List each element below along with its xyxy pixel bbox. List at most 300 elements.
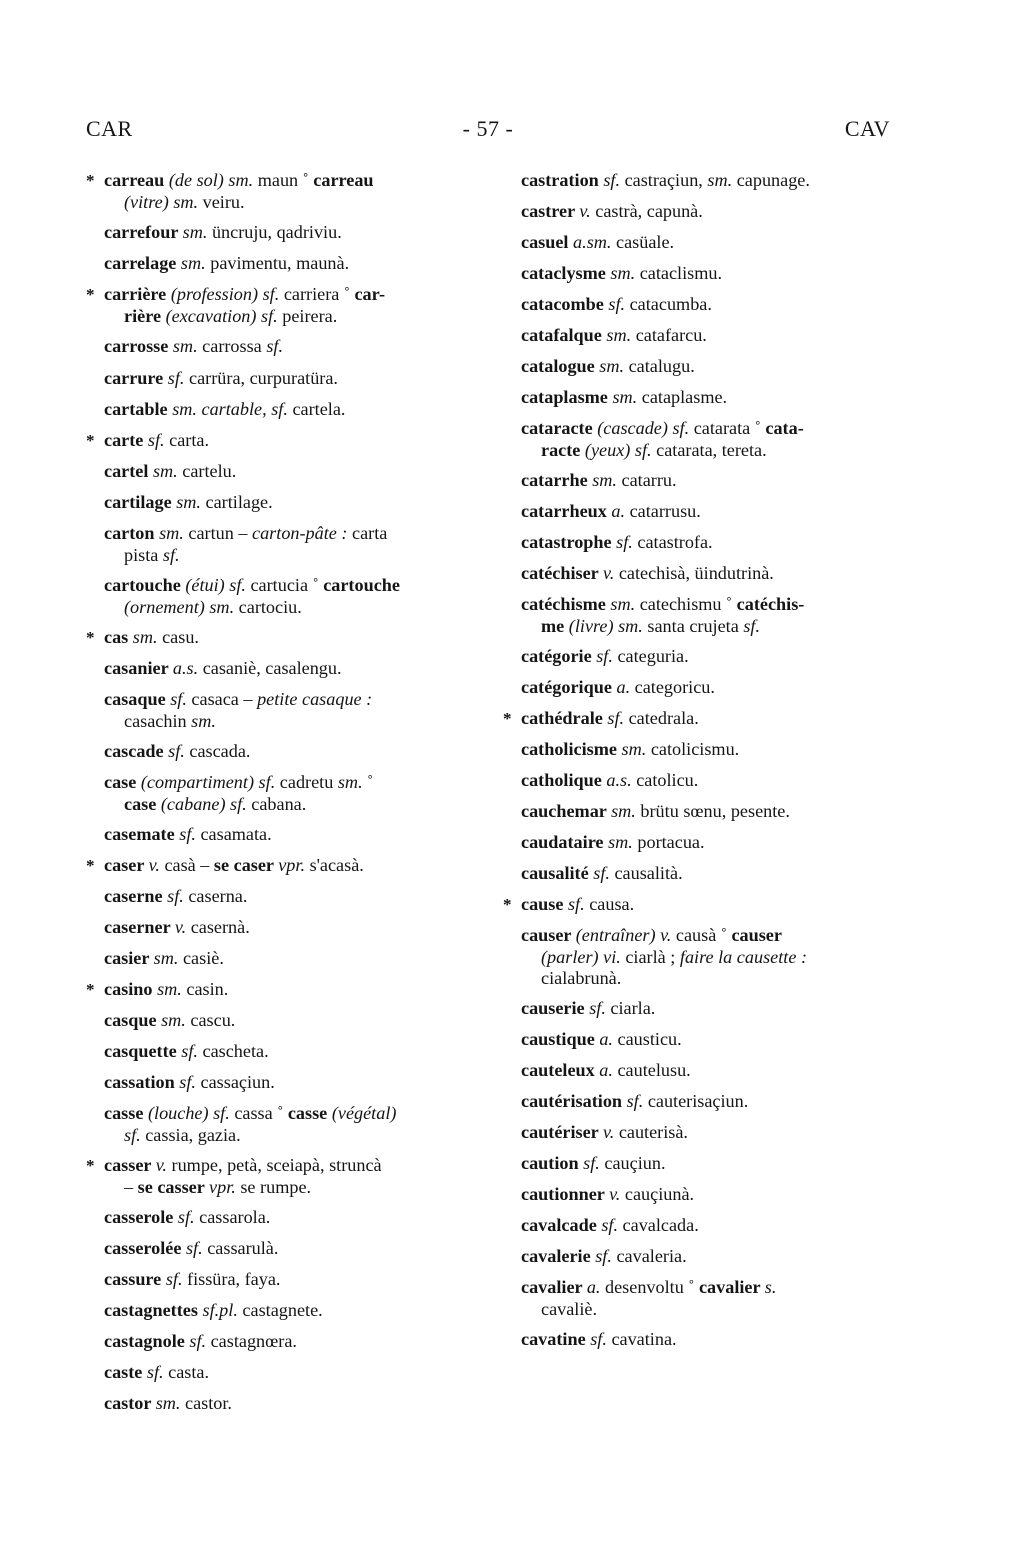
asterisk-marker: *	[86, 980, 95, 999]
dictionary-entry	[86, 1041, 269, 1063]
dictionary-entry	[86, 627, 199, 649]
translation-text: causticu.	[617, 1029, 682, 1049]
entry-first-line	[521, 894, 634, 916]
grammar-label: vpr.	[278, 855, 310, 875]
grammar-label: (entraîner) v.	[575, 925, 676, 945]
headword: causerie	[521, 998, 590, 1018]
grammar-label: v.	[602, 563, 619, 583]
entry-first-line	[104, 1393, 232, 1415]
translation-text: causa.	[589, 894, 635, 914]
headword: casquette	[104, 1041, 182, 1061]
grammar-label: sf.	[616, 532, 638, 552]
dictionary-entry	[86, 1155, 382, 1198]
translation-text: casamata.	[200, 824, 272, 844]
translation-text: veiru.	[202, 191, 245, 212]
entry-first-line	[521, 832, 705, 854]
entry-first-line	[104, 1269, 280, 1291]
headword: carreau	[104, 170, 169, 190]
headword: cataracte	[521, 418, 598, 438]
dictionary-entry	[86, 284, 385, 327]
translation-text: casernà.	[190, 917, 250, 937]
headword: causer	[731, 925, 782, 945]
headword: caserne	[104, 886, 168, 906]
grammar-label: sm.	[707, 170, 737, 190]
grammar-label: (de sol) sm.	[168, 170, 258, 190]
translation-text: cauçiunà.	[624, 1184, 695, 1204]
grammar-label: sm.	[161, 1010, 191, 1030]
entry-first-line	[521, 1246, 687, 1268]
dictionary-entry	[86, 575, 400, 618]
grammar-label: sf.	[596, 646, 618, 666]
dictionary-entry	[86, 253, 349, 275]
dictionary-entry	[503, 294, 712, 316]
entry-first-line	[521, 1091, 748, 1113]
headword: caste	[104, 1362, 147, 1382]
grammar-label: sf.	[146, 1362, 169, 1382]
grammar-label: sm.	[599, 356, 629, 376]
entry-continuation-line	[521, 440, 804, 462]
translation-text: categoricu.	[634, 677, 715, 697]
dictionary-entry	[86, 886, 247, 908]
translation-text: pavimentu, maunà.	[210, 253, 350, 273]
dictionary-entry	[86, 170, 374, 213]
entry-first-line	[104, 886, 247, 908]
headword: catastrophe	[521, 532, 617, 552]
dictionary-entry	[503, 356, 695, 378]
entry-first-line	[104, 824, 272, 846]
translation-text: carrossa	[202, 336, 267, 356]
dictionary-entry	[503, 894, 634, 916]
grammar-label: v.	[609, 1184, 625, 1204]
dictionary-entry	[86, 689, 372, 732]
grammar-label: a.	[599, 1060, 618, 1080]
headword: cautionner	[521, 1184, 610, 1204]
dictionary-entry	[503, 563, 774, 585]
headword: cavalier	[698, 1277, 765, 1297]
dictionary-entry	[503, 201, 703, 223]
grammar-label: sf.	[601, 1215, 623, 1235]
page-header	[86, 116, 890, 146]
translation-text: cavatina.	[611, 1329, 677, 1349]
translation-text: causà ˚	[675, 925, 732, 945]
grammar-label: sm.	[608, 832, 638, 852]
translation-text: catarru.	[621, 470, 677, 490]
dictionary-entry	[86, 1393, 232, 1415]
translation-text: casu.	[162, 627, 199, 647]
grammar-label: sf.	[170, 689, 192, 709]
headword: cautériser	[521, 1122, 603, 1142]
translation-text: se rumpe.	[240, 1176, 312, 1197]
headword: carrosse	[104, 336, 173, 356]
grammar-label: sf.	[162, 544, 180, 565]
headword: catalogue	[521, 356, 600, 376]
translation-text: cascu.	[190, 1010, 236, 1030]
headword: catafalque	[521, 325, 607, 345]
headword: cauteleux	[521, 1060, 600, 1080]
entry-first-line	[521, 708, 699, 730]
headword: se caser	[213, 855, 279, 875]
entry-continuation-line	[104, 1177, 382, 1199]
headword: cassation	[104, 1072, 180, 1092]
headword: cavatine	[521, 1329, 591, 1349]
translation-text: casaca –	[191, 689, 258, 709]
grammar-label: sf.	[743, 615, 761, 636]
dictionary-entry	[503, 1060, 691, 1082]
headword: castrer	[521, 201, 580, 221]
entry-first-line	[104, 658, 342, 680]
grammar-label: sf.	[593, 863, 615, 883]
translation-text: carriera ˚	[283, 284, 355, 304]
headword: cautérisation	[521, 1091, 627, 1111]
grammar-label: sf.	[147, 430, 170, 450]
grammar-label: sf.	[567, 894, 590, 914]
translation-text: cassa ˚	[234, 1103, 288, 1123]
headword: catéchis-	[736, 594, 805, 614]
headword: carreau	[313, 170, 374, 190]
entry-first-line	[104, 1238, 278, 1260]
headword: cata-	[765, 418, 804, 438]
grammar-label: sf.	[179, 824, 201, 844]
dictionary-entry	[503, 532, 713, 554]
headword: castor	[104, 1393, 156, 1413]
entry-first-line	[104, 772, 373, 794]
grammar-label: sm.	[176, 492, 206, 512]
asterisk-marker: *	[86, 171, 95, 190]
translation-text: santa crujeta	[647, 615, 744, 636]
dictionary-entry	[86, 368, 338, 390]
headword: catholicisme	[521, 739, 622, 759]
translation-text: castraçiun,	[624, 170, 708, 190]
translation-text: rumpe, petà, sceiapà, struncà	[171, 1155, 382, 1175]
translation-text: cartilage.	[205, 492, 273, 512]
translation-text: ciarla.	[610, 998, 656, 1018]
dictionary-entry	[86, 222, 342, 244]
translation-text: cavaleria.	[616, 1246, 687, 1266]
entry-first-line	[521, 646, 689, 668]
translation-text: causalità.	[614, 863, 683, 883]
grammar-label: sm.	[155, 1393, 185, 1413]
translation-text: casiè.	[182, 948, 224, 968]
grammar-label: faire la causette :	[679, 946, 807, 967]
asterisk-marker: *	[86, 285, 95, 304]
dictionary-entry	[503, 470, 677, 492]
entry-first-line	[104, 575, 400, 597]
dictionary-entry	[86, 855, 364, 877]
headword: case	[104, 772, 141, 792]
dictionary-entry	[503, 325, 707, 347]
entry-first-line	[104, 1103, 396, 1125]
translation-text: capunage.	[736, 170, 810, 190]
entry-first-line	[521, 1184, 694, 1206]
dictionary-entry	[503, 594, 804, 637]
running-head-left: CAR	[86, 116, 133, 141]
headword: cartable	[104, 399, 173, 419]
dictionary-entry	[86, 772, 373, 815]
headword: catarrhe	[521, 470, 593, 490]
dictionary-entry	[503, 1153, 666, 1175]
grammar-label: sf.	[590, 1329, 612, 1349]
dictionary-entry	[86, 492, 273, 514]
headword: carton	[104, 523, 160, 543]
dictionary-entry	[86, 1238, 278, 1260]
headword: caser	[104, 855, 149, 875]
headword: castration	[521, 170, 604, 190]
grammar-label: a.	[611, 501, 630, 521]
translation-text: cartun –	[188, 523, 253, 543]
dictionary-entry	[86, 1072, 275, 1094]
grammar-label: (louche) sf.	[147, 1103, 235, 1123]
translation-text: catafarcu.	[635, 325, 707, 345]
grammar-label: sf.	[607, 708, 629, 728]
translation-text: cauterisaçiun.	[647, 1091, 749, 1111]
entry-first-line	[104, 1300, 323, 1322]
entry-first-line	[104, 222, 342, 244]
headword: casserole	[104, 1207, 178, 1227]
headword: case	[124, 793, 161, 814]
asterisk-marker: *	[86, 1156, 95, 1175]
entry-first-line	[104, 368, 338, 390]
headword: caustique	[521, 1029, 600, 1049]
grammar-label: v.	[174, 917, 191, 937]
translation-text: peirera.	[282, 305, 338, 326]
headword: catégorique	[521, 677, 617, 697]
entry-first-line	[521, 1329, 677, 1351]
headword: casuel	[521, 232, 574, 252]
grammar-label: sf.	[167, 368, 190, 388]
headword: cascade	[104, 741, 169, 761]
dictionary-entry	[86, 461, 236, 483]
translation-text: catedrala.	[628, 708, 699, 728]
headword: causer	[521, 925, 576, 945]
grammar-label: sm.	[180, 253, 211, 273]
entry-first-line	[104, 1072, 275, 1094]
grammar-label: sf.	[266, 336, 283, 356]
entry-first-line	[521, 1153, 666, 1175]
headword: me	[541, 615, 569, 636]
dictionary-entry	[86, 1300, 323, 1322]
headword: catarrheux	[521, 501, 612, 521]
translation-text: casin.	[186, 979, 229, 999]
entry-first-line	[104, 1041, 269, 1063]
dictionary-entry	[86, 1103, 396, 1146]
translation-text: üncruju, qadriviu.	[211, 222, 342, 242]
translation-text: cartela.	[292, 399, 346, 419]
translation-text: cataplasme.	[641, 387, 728, 407]
headword: carrelage	[104, 253, 181, 273]
grammar-label: sm.	[159, 523, 189, 543]
entry-first-line	[104, 284, 385, 306]
grammar-label: s.	[764, 1277, 777, 1297]
entry-first-line	[104, 523, 387, 545]
translation-text: catarata ˚	[693, 418, 766, 438]
grammar-label: sf.	[185, 1238, 208, 1258]
translation-text: cautelusu.	[617, 1060, 691, 1080]
headword: cavalcade	[521, 1215, 602, 1235]
entry-first-line	[521, 532, 713, 554]
entry-first-line	[521, 325, 707, 347]
translation-text: cartucia ˚	[250, 575, 324, 595]
translation-text: catacumba.	[629, 294, 712, 314]
translation-text: catastrofa.	[637, 532, 713, 552]
dictionary-entry	[503, 387, 727, 409]
grammar-label: sm.	[172, 336, 203, 356]
grammar-label: sf.pl.	[202, 1300, 243, 1320]
translation-text: casà –	[164, 855, 214, 875]
headword: catholique	[521, 770, 607, 790]
headword: catéchiser	[521, 563, 603, 583]
entry-first-line	[521, 801, 790, 823]
headword: cartel	[104, 461, 153, 481]
grammar-label: sm.	[157, 979, 187, 999]
translation-text: castagnœra.	[210, 1331, 297, 1351]
headword: casser	[104, 1155, 156, 1175]
headword: casanier	[104, 658, 173, 678]
headword: casque	[104, 1010, 162, 1030]
translation-text: catalugu.	[628, 356, 695, 376]
dictionary-entry	[503, 677, 715, 699]
grammar-label: sm.	[191, 710, 216, 731]
grammar-label: (excavation) sf.	[165, 305, 283, 326]
grammar-label: vpr.	[209, 1176, 241, 1197]
translation-text: castor.	[185, 1393, 232, 1413]
headword: cataclysme	[521, 263, 611, 283]
grammar-label: sf.	[603, 170, 625, 190]
translation-text: cauterisà.	[618, 1122, 688, 1142]
asterisk-marker: *	[86, 431, 95, 450]
translation-text: brütu sœnu, pesente.	[640, 801, 790, 821]
translation-text: cadretu	[279, 772, 338, 792]
entry-first-line	[521, 170, 810, 192]
grammar-label: (végétal)	[331, 1103, 397, 1123]
dictionary-entry	[503, 263, 722, 285]
headword: racte	[541, 439, 585, 460]
entry-first-line	[104, 1207, 270, 1229]
grammar-label: (ornement) sm.	[124, 596, 239, 617]
grammar-label: v.	[155, 1155, 172, 1175]
dictionary-entry	[86, 1331, 297, 1353]
headword: cavalerie	[521, 1246, 596, 1266]
grammar-label: a.s.	[606, 770, 637, 790]
asterisk-marker: *	[86, 856, 95, 875]
entry-first-line	[521, 1029, 682, 1051]
translation-text: carta	[352, 523, 388, 543]
translation-text: ciarlà ;	[625, 946, 680, 967]
entry-first-line	[521, 863, 683, 885]
headword: rière	[124, 305, 166, 326]
entry-first-line	[521, 387, 727, 409]
entry-continuation-line	[104, 545, 387, 567]
dictionary-entry	[503, 1091, 748, 1113]
headword: cartouche	[323, 575, 400, 595]
grammar-label: petite casaque :	[257, 689, 373, 709]
dictionary-entry	[86, 741, 250, 763]
grammar-label: sm.	[182, 222, 212, 242]
grammar-label: (profession) sf.	[170, 284, 284, 304]
entry-continuation-line	[104, 597, 400, 619]
entry-continuation-line	[521, 968, 807, 990]
entry-first-line	[521, 232, 674, 254]
dictionary-entry	[86, 1010, 235, 1032]
entry-continuation-line	[521, 616, 804, 638]
grammar-label: sm.	[153, 948, 183, 968]
dictionary-entry	[503, 1246, 687, 1268]
entry-first-line	[521, 418, 804, 440]
dictionary-entry	[503, 1122, 688, 1144]
dictionary-entry	[503, 925, 807, 990]
headword: catégorie	[521, 646, 597, 666]
headword: cauchemar	[521, 801, 612, 821]
dictionary-entry	[503, 739, 739, 761]
headword: casse	[104, 1103, 148, 1123]
headword: caution	[521, 1153, 584, 1173]
grammar-label: (étui) sf.	[185, 575, 251, 595]
translation-text: cauçiun.	[604, 1153, 666, 1173]
translation-text: cabana.	[251, 793, 307, 814]
entry-first-line	[104, 430, 209, 452]
entry-continuation-line	[104, 794, 373, 816]
grammar-label: (livre) sm.	[568, 615, 648, 636]
grammar-label: a.	[616, 677, 635, 697]
dictionary-entry	[503, 770, 698, 792]
translation-text: caserna.	[188, 886, 248, 906]
translation-text: catarata, tereta.	[656, 439, 767, 460]
entry-continuation-line	[104, 306, 385, 328]
translation-text: cassaçiun.	[200, 1072, 275, 1092]
entry-continuation-line	[104, 192, 374, 214]
grammar-label: sm.	[132, 627, 163, 647]
headword: cartouche	[104, 575, 186, 595]
dictionary-entry	[86, 917, 250, 939]
translation-text: desenvoltu ˚	[605, 1277, 699, 1297]
headword: casino	[104, 979, 158, 999]
entry-first-line	[104, 1010, 235, 1032]
entry-first-line	[521, 1122, 688, 1144]
translation-text: cassarulà.	[207, 1238, 279, 1258]
headword: se casser	[137, 1176, 210, 1197]
grammar-label: v.	[602, 1122, 619, 1142]
entry-first-line	[104, 461, 236, 483]
dictionary-entry	[86, 948, 224, 970]
headword: casaque	[104, 689, 171, 709]
dictionary-entry	[503, 998, 655, 1020]
headword: castagnettes	[104, 1300, 203, 1320]
entry-first-line	[104, 1362, 209, 1384]
translation-text: catechisà, üindutrinà.	[618, 563, 774, 583]
dictionary-entry	[503, 1329, 677, 1351]
translation-text: cascada.	[189, 741, 251, 761]
headword: caserner	[104, 917, 175, 937]
entry-first-line	[104, 399, 345, 421]
entry-first-line	[521, 677, 715, 699]
translation-text: cartelu.	[182, 461, 237, 481]
headword: cas	[104, 627, 133, 647]
entry-first-line	[104, 948, 224, 970]
grammar-label: sm.	[611, 801, 641, 821]
translation-text: s'acasà.	[309, 855, 364, 875]
headword: carrière	[104, 284, 171, 304]
grammar-label: (cabane) sf.	[160, 793, 252, 814]
dictionary-entry	[503, 1215, 699, 1237]
entry-first-line	[521, 925, 807, 947]
grammar-label: sf.	[168, 741, 190, 761]
grammar-label: sf.	[589, 998, 611, 1018]
entry-first-line	[104, 689, 372, 711]
translation-text: categuria.	[617, 646, 689, 666]
headword: cause	[521, 894, 568, 914]
entry-first-line	[104, 855, 364, 877]
translation-text: cavaliè.	[541, 1298, 598, 1319]
dictionary-entry	[86, 824, 272, 846]
